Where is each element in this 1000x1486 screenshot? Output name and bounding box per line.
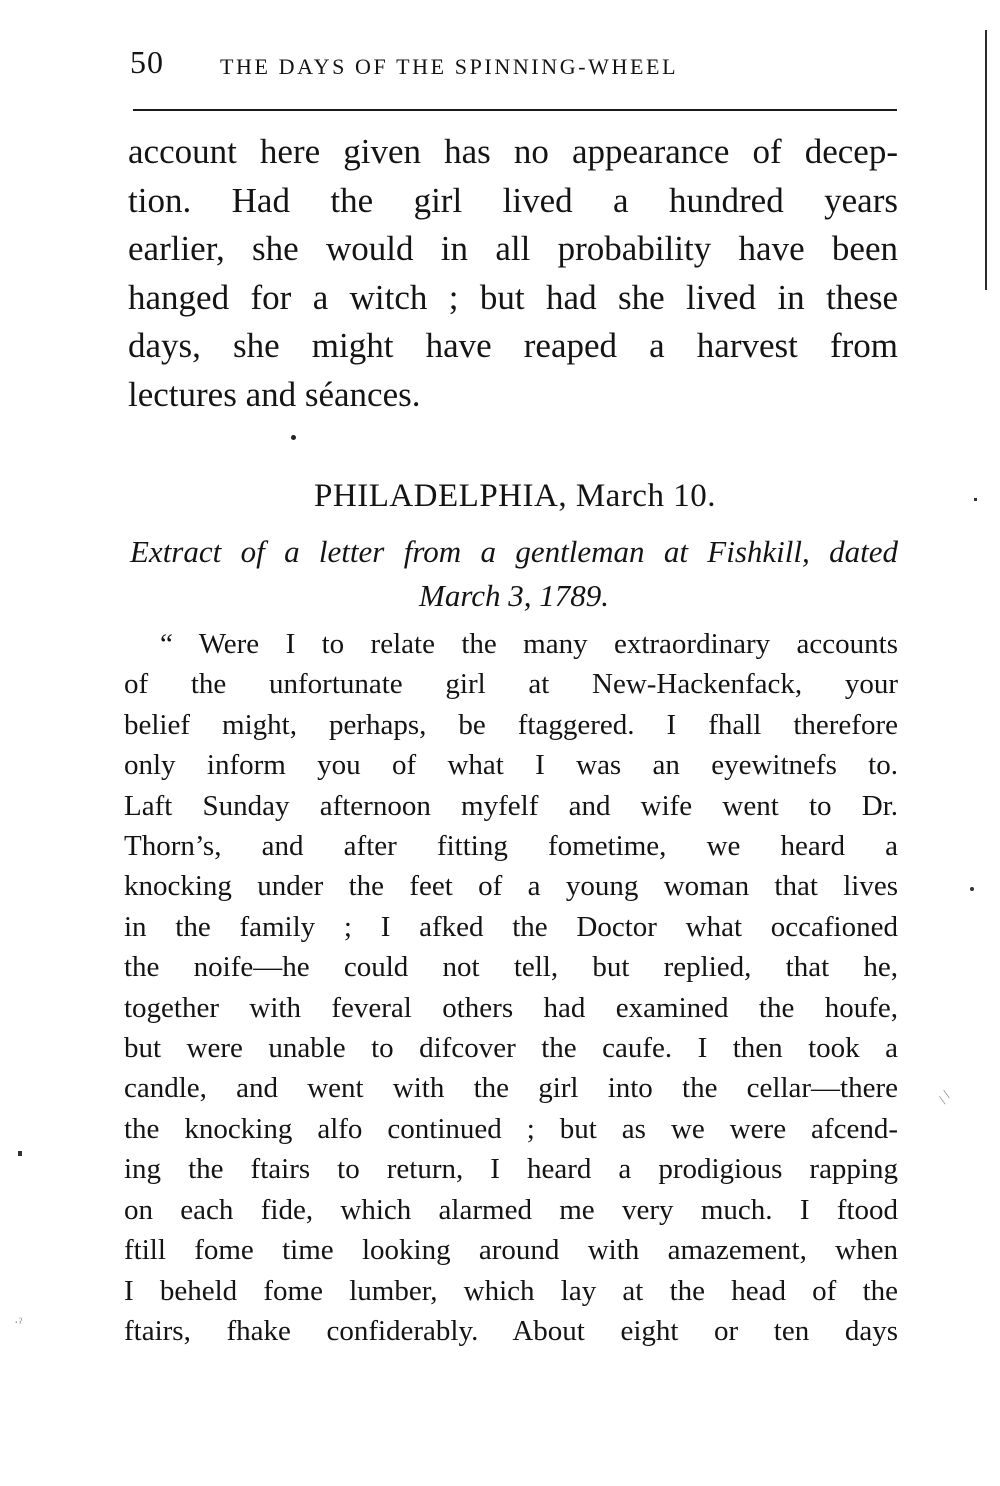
letter-line: Laft Sunday afternoon myfelf and wife went to Dr. xyxy=(124,789,898,822)
letter-line: ftill fome time looking around with amazement, when xyxy=(124,1234,898,1267)
extract-subheading xyxy=(130,530,898,618)
letter-line: together with feveral others had examined the houfe, xyxy=(124,991,898,1024)
letter-line: in the family ; I afked the Doctor what occafioned xyxy=(124,910,898,943)
letter-line: of the unfortunate girl at New-Hackenfack, your xyxy=(124,668,898,701)
letter-line: the noife—he could not tell, but replied, that he, xyxy=(124,951,898,984)
header-rule xyxy=(133,109,897,111)
opening-paragraph xyxy=(128,128,898,419)
scan-speck xyxy=(970,887,974,891)
letter-line: belief might, perhaps, be ftaggered. I fhall therefore xyxy=(124,708,898,741)
running-header xyxy=(130,44,900,90)
letter-line: “ Were I to relate the many extraordinary accounts xyxy=(160,628,898,660)
scan-speck xyxy=(18,1151,22,1156)
text-line: hanged for a witch ; but had she lived in these xyxy=(128,277,898,317)
extract-line: Extract of a letter from a gentleman at Fishkill, dated xyxy=(130,534,898,569)
page-number: 50 xyxy=(130,44,164,80)
scan-speck xyxy=(974,498,977,501)
text-line: earlier, she would in all probability have been xyxy=(128,229,898,268)
text-line: lectures and séances. xyxy=(128,374,421,414)
letter-line: but were unable to difcover the caufe. I then took a xyxy=(124,1032,898,1065)
letter-line: knocking under the feet of a young woman that lives xyxy=(124,870,898,903)
margin-pencil-mark: ·ˀ xyxy=(14,1316,23,1331)
letter-line: the knocking alfo continued ; but as we were afcend- xyxy=(124,1112,898,1145)
section-heading: PHILADELPHIA, March 10. xyxy=(314,478,716,514)
margin-pencil-mark: / / xyxy=(935,1088,955,1107)
letter-line: only inform you of what I was an eyewitnefs to. xyxy=(124,749,898,782)
letter-line: I beheld fome lumber, which lay at the head of the xyxy=(124,1274,898,1307)
scan-edge-line xyxy=(985,30,987,290)
letter-line: ftairs, fhake confiderably. About eight or ten days xyxy=(124,1314,898,1347)
extract-line: March 3, 1789. xyxy=(419,578,609,613)
running-title: THE DAYS OF THE SPINNING-WHEEL xyxy=(220,54,679,79)
text-line: account here given has no appearance of decep- xyxy=(128,132,898,171)
letter-line: ing the ftairs to return, I heard a prodigious rapping xyxy=(124,1153,898,1186)
text-line: tion. Had the girl lived a hundred years xyxy=(128,180,898,220)
stray-dot xyxy=(291,435,296,440)
text-line: days, she might have reaped a harvest from xyxy=(128,326,898,365)
letter-line: on each fide, which alarmed me very much. I ftood xyxy=(124,1193,898,1226)
letter-line: Thorn’s, and after fitting fometime, we heard a xyxy=(124,830,898,863)
letter-line: candle, and went with the girl into the cellar—there xyxy=(124,1072,898,1105)
letter-body xyxy=(124,624,898,1351)
